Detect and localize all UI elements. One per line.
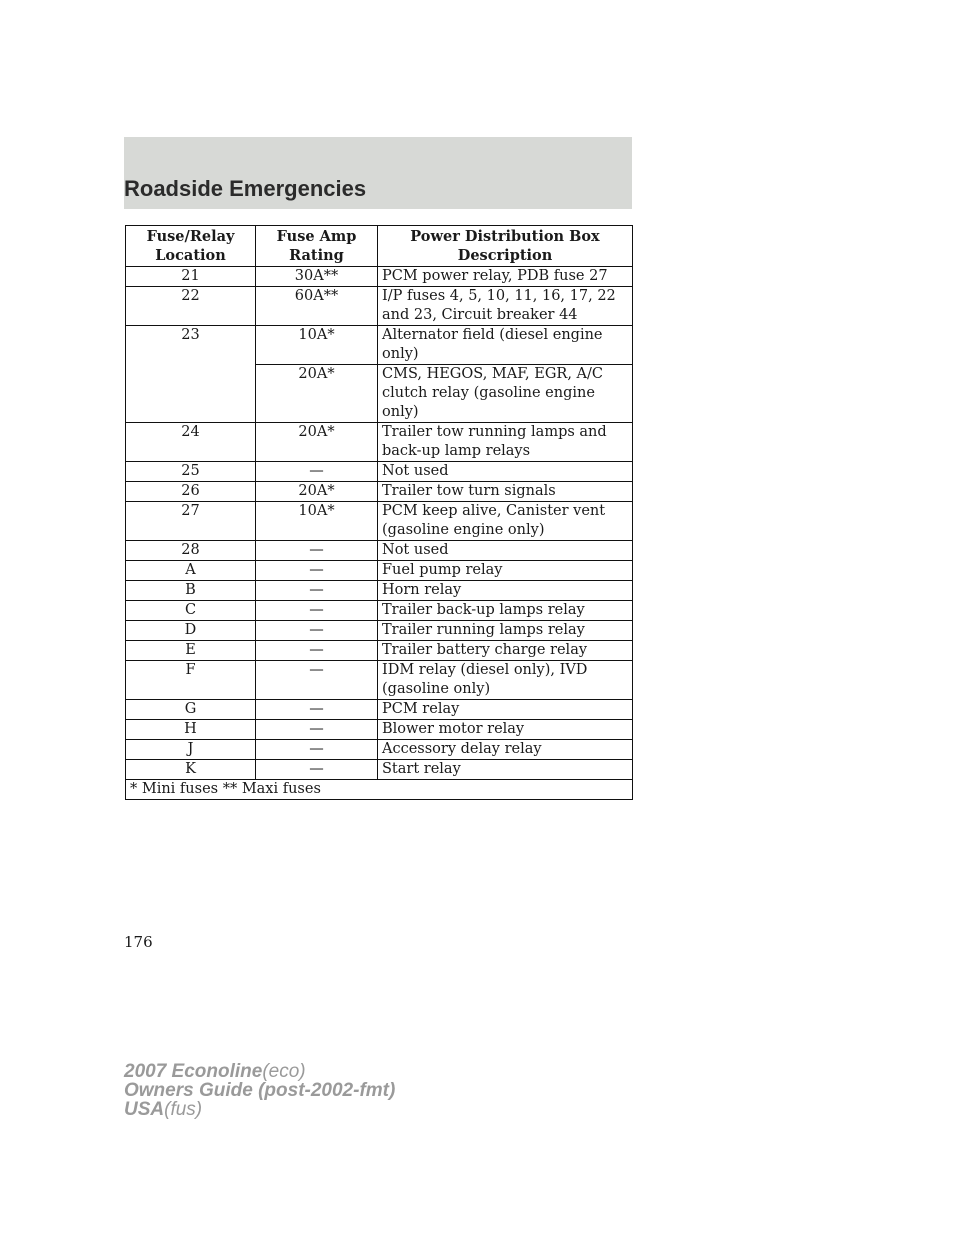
description-line: IDM relay (diesel only), IVD: [382, 662, 588, 678]
description-line: Fuel pump relay: [382, 562, 503, 578]
fuse-location: 26: [126, 482, 256, 502]
table-row: [126, 581, 633, 601]
table-header-row: [126, 226, 633, 267]
fuse-description: [378, 462, 633, 482]
description-line: Trailer back-up lamps relay: [382, 602, 585, 618]
description-line: clutch relay (gasoline engine: [382, 385, 595, 401]
table-row: [126, 621, 633, 641]
fuse-relay-table: [125, 225, 633, 800]
fuse-description: [378, 720, 633, 740]
description-line: (gasoline engine only): [382, 522, 545, 538]
header-description: Power Distribution Box Description: [378, 226, 633, 267]
description-line: Trailer running lamps relay: [382, 622, 585, 638]
section-title: Roadside Emergencies: [124, 176, 367, 201]
description-line: Accessory delay relay: [382, 741, 542, 757]
fuse-location: E: [126, 641, 256, 661]
fuse-description: [378, 287, 633, 326]
description-line: back-up lamp relays: [382, 443, 531, 459]
fuse-amp-rating: —: [256, 581, 378, 601]
fuse-location: H: [126, 720, 256, 740]
fuse-location: K: [126, 760, 256, 780]
fuse-description: [378, 621, 633, 641]
fuse-amp-rating: 20A*: [256, 423, 378, 462]
description-line: Not used: [382, 542, 449, 558]
fuse-location: J: [126, 740, 256, 760]
fuse-amp-rating: —: [256, 561, 378, 581]
fuse-location: F: [126, 661, 256, 700]
fuse-location: 25: [126, 462, 256, 482]
table-row: [126, 482, 633, 502]
footer-model-code: (eco): [262, 1061, 306, 1082]
fuse-amp-rating: —: [256, 641, 378, 661]
fuse-amp-rating: 60A**: [256, 287, 378, 326]
description-line: Start relay: [382, 761, 461, 777]
fuse-location: G: [126, 700, 256, 720]
fuse-amp-rating: 10A*: [256, 502, 378, 541]
fuse-description: [378, 502, 633, 541]
fuse-amp-rating: —: [256, 760, 378, 780]
fuse-description: [378, 365, 633, 423]
table-row: [126, 502, 633, 541]
description-line: I/P fuses 4, 5, 10, 11, 16, 17, 22: [382, 288, 616, 304]
fuse-description: [378, 581, 633, 601]
fuse-description: [378, 423, 633, 462]
fuse-location: 24: [126, 423, 256, 462]
fuse-location: 22: [126, 287, 256, 326]
fuse-location: 28: [126, 541, 256, 561]
table-row: [126, 661, 633, 700]
fuse-description: [378, 740, 633, 760]
description-line: Not used: [382, 463, 449, 479]
fuse-amp-rating: —: [256, 700, 378, 720]
fuse-description: [378, 267, 633, 287]
description-line: Alternator field (diesel engine: [382, 327, 603, 343]
table-row: [126, 326, 633, 365]
table-row: [126, 267, 633, 287]
description-line: and 23, Circuit breaker 44: [382, 307, 578, 323]
table-row: [126, 700, 633, 720]
fuse-amp-rating: 30A**: [256, 267, 378, 287]
fuse-description: [378, 541, 633, 561]
fuse-amp-rating: —: [256, 462, 378, 482]
table-row: [126, 462, 633, 482]
table-row: [126, 740, 633, 760]
table-row: [126, 601, 633, 621]
fuse-location: C: [126, 601, 256, 621]
fuse-amp-rating: —: [256, 601, 378, 621]
fuse-amp-rating: —: [256, 720, 378, 740]
fuse-location: D: [126, 621, 256, 641]
fuse-amp-rating: 20A*: [256, 482, 378, 502]
table-row: [126, 561, 633, 581]
description-line: CMS, HEGOS, MAF, EGR, A/C: [382, 366, 604, 382]
header-location: Fuse/Relay Location: [126, 226, 256, 267]
table-row: [126, 760, 633, 780]
footer-market-code: (fus): [164, 1099, 203, 1120]
description-line: only): [382, 346, 419, 362]
fuse-description: [378, 482, 633, 502]
fuse-location: B: [126, 581, 256, 601]
fuse-amp-rating: —: [256, 621, 378, 641]
table-row: [126, 720, 633, 740]
page-number: 176: [124, 933, 153, 951]
description-line: PCM relay: [382, 701, 460, 717]
table-row: [126, 287, 633, 326]
fuse-amp-rating: —: [256, 541, 378, 561]
fuse-amp-rating: —: [256, 740, 378, 760]
fuse-location: A: [126, 561, 256, 581]
fuse-location: 21: [126, 267, 256, 287]
fuse-description: [378, 760, 633, 780]
fuse-location: 23: [126, 326, 256, 423]
description-line: PCM keep alive, Canister vent: [382, 503, 606, 519]
fuse-description: [378, 641, 633, 661]
fuse-description: [378, 661, 633, 700]
fuse-description: [378, 700, 633, 720]
table-row: [126, 423, 633, 462]
description-line: PCM power relay, PDB fuse 27: [382, 268, 608, 284]
table-row: [126, 541, 633, 561]
fuse-description: [378, 326, 633, 365]
header-amp-rating: Fuse Amp Rating: [256, 226, 378, 267]
description-line: Horn relay: [382, 582, 462, 598]
fuse-description: [378, 601, 633, 621]
description-line: Trailer tow turn signals: [382, 483, 556, 499]
table-row: [126, 641, 633, 661]
footnote-row: [126, 780, 633, 800]
fuse-amp-rating: 20A*: [256, 365, 378, 423]
fuse-description: [378, 561, 633, 581]
fuse-amp-rating: —: [256, 661, 378, 700]
fuse-amp-rating: 10A*: [256, 326, 378, 365]
document-footer: [124, 1062, 395, 1119]
fuse-location: 27: [126, 502, 256, 541]
description-line: Trailer battery charge relay: [382, 642, 588, 658]
description-line: only): [382, 404, 419, 420]
footer-guide: Owners Guide (post-2002-fmt): [124, 1080, 396, 1101]
description-line: (gasoline only): [382, 681, 491, 697]
footnote: * Mini fuses ** Maxi fuses: [126, 780, 633, 800]
footer-market: USA: [124, 1099, 165, 1120]
footer-model: 2007 Econoline: [124, 1061, 263, 1082]
description-line: Trailer tow running lamps and: [382, 424, 607, 440]
description-line: Blower motor relay: [382, 721, 525, 737]
